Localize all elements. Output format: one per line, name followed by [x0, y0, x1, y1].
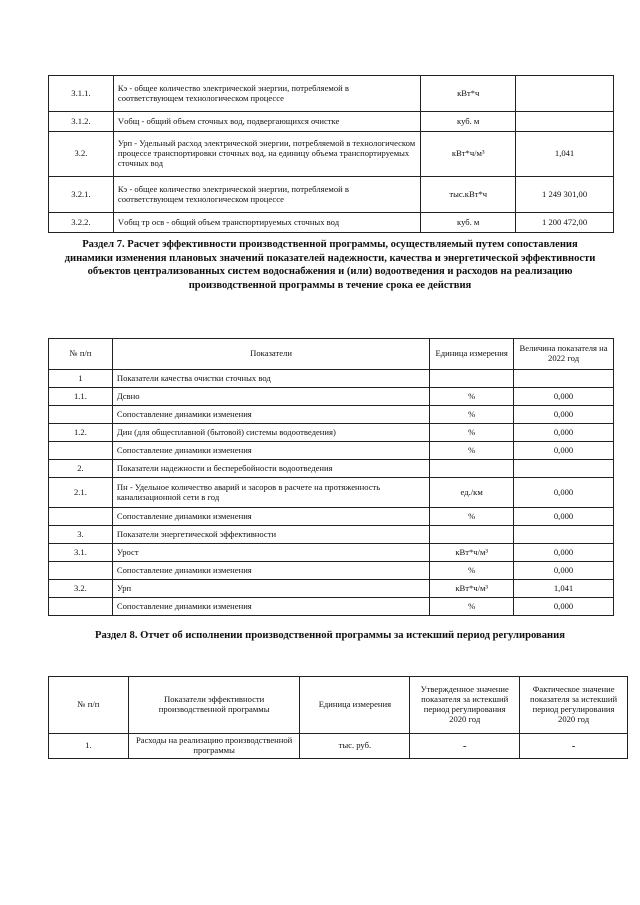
row-value: 1,041 — [514, 580, 614, 598]
section-7-title: Раздел 7. Расчет эффективности производственной программы, осуществляемый путем сопоставления динамики изменения плановых значений показателей надежности, качества и энергетической эффективности объектов централизованных систем водоснабжения и (или) водоотведения и расходов на реализацию производственной программы в течение срока ее действия — [64, 239, 596, 291]
row-name: Сопоставление динамики изменения — [112, 508, 429, 526]
row-number: 3.2.1. — [49, 177, 114, 213]
row-unit: % — [430, 406, 514, 424]
row-name: Кэ - общее количество электрической энергии, потребляемой в соответствующем технологическом процессе — [113, 76, 420, 112]
row-value: 0,000 — [514, 442, 614, 460]
row-number — [49, 508, 113, 526]
table-row — [49, 508, 614, 526]
row-actual-value: - — [520, 734, 628, 759]
table-row — [49, 478, 614, 508]
row-name: Урп - Удельный расход электрической энергии, потребляемой в технологическом процессе транспортировки сточных вод, на единицу объема транспортируемых сточных вод — [113, 132, 420, 177]
row-unit — [430, 526, 514, 544]
header-indicators: Показатели — [112, 339, 429, 370]
row-value: 1 200 472,00 — [516, 213, 614, 233]
header-indicators: Показатели эффективности производственной программы — [128, 677, 300, 734]
row-unit: % — [430, 424, 514, 442]
row-unit: ед./км — [430, 478, 514, 508]
row-value: 0,000 — [514, 544, 614, 562]
table-row — [49, 132, 614, 177]
row-name: Сопоставление динамики изменения — [112, 406, 429, 424]
header-value: Величина показателя на 2022 год — [514, 339, 614, 370]
table-row — [49, 526, 614, 544]
row-number: 1. — [49, 734, 129, 759]
row-number: 3. — [49, 526, 113, 544]
row-name: Показатели энергетической эффективности — [112, 526, 429, 544]
row-number: 3.1.1. — [49, 76, 114, 112]
row-number — [49, 406, 113, 424]
row-name: Сопоставление динамики изменения — [112, 562, 429, 580]
row-name: Vобщ тр осв - общий объем транспортируемых сточных вод — [113, 213, 420, 233]
row-unit: кВт*ч/м³ — [421, 132, 516, 177]
table-program-report — [48, 676, 628, 759]
row-value — [514, 526, 614, 544]
row-number — [49, 562, 113, 580]
header-number: № п/п — [49, 677, 129, 734]
row-number: 1 — [49, 370, 113, 388]
table-row — [49, 177, 614, 213]
row-unit: % — [430, 388, 514, 406]
row-number: 3.2. — [49, 580, 113, 598]
row-number: 3.2.2. — [49, 213, 114, 233]
row-value: 0,000 — [514, 406, 614, 424]
row-name: Vобщ - общий объем сточных вод, подвергающихся очистке — [113, 112, 420, 132]
table-row — [49, 370, 614, 388]
row-name: Кэ - общее количество электрической энергии, потребляемой в соответствующем технологическом процессе — [113, 177, 420, 213]
row-value: 0,000 — [514, 562, 614, 580]
row-number — [49, 442, 113, 460]
header-actual-value: Фактическое значение показателя за истекший период регулирования 2020 год — [520, 677, 628, 734]
table-efficiency-calculation — [48, 338, 614, 616]
header-number: № п/п — [49, 339, 113, 370]
row-value: 0,000 — [514, 478, 614, 508]
row-number — [49, 598, 113, 616]
row-unit — [430, 370, 514, 388]
table-row — [49, 562, 614, 580]
row-unit: кВт*ч/м³ — [430, 580, 514, 598]
row-value: 0,000 — [514, 598, 614, 616]
row-unit: % — [430, 598, 514, 616]
row-value — [514, 370, 614, 388]
row-unit: % — [430, 442, 514, 460]
section-8-title: Раздел 8. Отчет об исполнении производственной программы за истекший период регулирования — [95, 630, 565, 641]
table-row — [49, 388, 614, 406]
row-name: Показатели надежности и бесперебойности водоотведения — [112, 460, 429, 478]
table-row — [49, 112, 614, 132]
row-unit: тыс.кВт*ч — [421, 177, 516, 213]
table-row — [49, 460, 614, 478]
row-number: 3.1. — [49, 544, 113, 562]
row-value — [514, 460, 614, 478]
row-approved-value: - — [410, 734, 520, 759]
row-number: 2. — [49, 460, 113, 478]
row-unit: тыс. руб. — [300, 734, 410, 759]
row-unit: куб. м — [421, 112, 516, 132]
row-number: 3.1.2. — [49, 112, 114, 132]
row-unit: кВт*ч — [421, 76, 516, 112]
row-name: Дсвно — [112, 388, 429, 406]
table-row — [49, 406, 614, 424]
header-approved-value: Утвержденное значение показателя за истекший период регулирования 2020 год — [410, 677, 520, 734]
row-number: 2.1. — [49, 478, 113, 508]
row-unit: % — [430, 562, 514, 580]
table-row — [49, 734, 628, 759]
row-value: 1,041 — [516, 132, 614, 177]
row-name: Расходы на реализацию производственной программы — [128, 734, 300, 759]
table-energy-indicators — [48, 75, 614, 233]
row-value — [516, 76, 614, 112]
row-value: 0,000 — [514, 508, 614, 526]
row-value: 0,000 — [514, 424, 614, 442]
table-row — [49, 424, 614, 442]
row-name: Дин (для общесплавной (бытовой) системы водоотведения) — [112, 424, 429, 442]
table-row — [49, 580, 614, 598]
row-number: 1.2. — [49, 424, 113, 442]
row-name: Сопоставление динамики изменения — [112, 442, 429, 460]
table-row — [49, 442, 614, 460]
table-header-row — [49, 339, 614, 370]
table-row — [49, 213, 614, 233]
header-unit: Единица измерения — [430, 339, 514, 370]
row-number: 3.2. — [49, 132, 114, 177]
table-header-row — [49, 677, 628, 734]
table-row — [49, 544, 614, 562]
row-number: 1.1. — [49, 388, 113, 406]
row-name: Пн - Удельное количество аварий и засоров в расчете на протяженность канализационной сети в год — [112, 478, 429, 508]
row-name: Урост — [112, 544, 429, 562]
row-unit — [430, 460, 514, 478]
row-value — [516, 112, 614, 132]
row-value: 1 249 301,00 — [516, 177, 614, 213]
row-name: Урп — [112, 580, 429, 598]
header-unit: Единица измерения — [300, 677, 410, 734]
row-name: Сопоставление динамики изменения — [112, 598, 429, 616]
table-row — [49, 598, 614, 616]
row-name: Показатели качества очистки сточных вод — [112, 370, 429, 388]
row-value: 0,000 — [514, 388, 614, 406]
row-unit: куб. м — [421, 213, 516, 233]
table-row — [49, 76, 614, 112]
row-unit: кВт*ч/м³ — [430, 544, 514, 562]
row-unit: % — [430, 508, 514, 526]
